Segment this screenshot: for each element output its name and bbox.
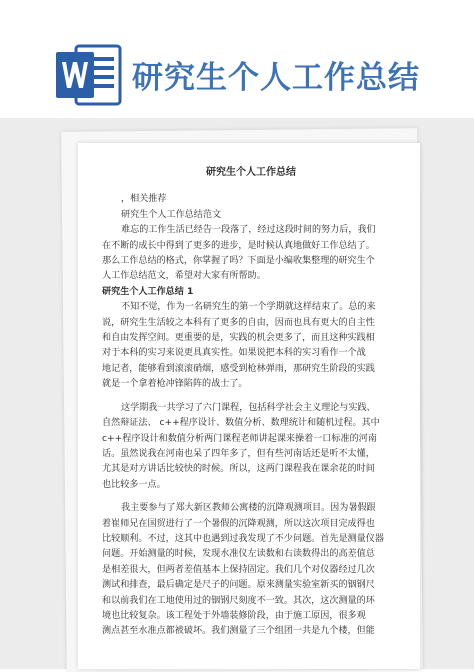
text-line: 在不断的成长中得到了更多的进步，是时候认真地做好工作总结了。 [102,240,375,251]
text-line: 比较顺利。不过，这其中也遇到过我发现了不少问题。首先是测量仪器 [102,533,384,544]
text-line: 也比较多一点。 [102,479,166,490]
text-line: 自然辩证法、 c++程序设计、数值分析、数理统计和随机过程。其中 [102,418,380,429]
text-line: 和以前我们在工地使用过的铟钢尺刻度不一致。其次，这次测量的环 [102,595,375,606]
text-line: 是相差很大，但两者差值基本上保持固定。我们几个对仪器经过几次 [102,564,375,575]
text-line: 尤其是对方讲话比较快的时候。所以，这两门课程我在课余花的时间 [102,464,375,475]
text-line: 境也比较复杂。该工程处于外墙装修阶段，由于施工原因，很多观 [102,610,366,621]
text-line: 话。虽然说我在河南也呆了四年多了，但有些河南话还是听不太懂， [102,448,375,459]
text-line: 和自由发挥空间。更重要的是，实践的机会更多了，而且这种实践相 [102,333,375,344]
paragraph-gap [102,393,400,401]
text-line: 人工作总结范文，希望对大家有所帮助。 [102,271,266,282]
text-line: 测点甚至水准点都被破坏。我们测量了三个组团一共是九个楼，但能 [102,626,375,637]
text-line: 着崔师兄在国贸进行了一个暑假的沉降观测，所以这次项目完成得也 [102,518,375,529]
text-line: c++程序设计和数值分析两门课程老师讲起课来操着一口标准的河南 [102,433,377,444]
section-heading: 研究生个人工作总结 1 [102,286,194,297]
text-line: 测试和排查，最后确定是尺子的问题。原来测量实验室新买的铟钢尺 [102,580,375,591]
text-line: 就是一个拿着枪冲锋陷阵的战士了。 [102,379,248,390]
text-line: 这学期我一共学习了六门课程，包括科学社会主义理论与实践、 [121,402,376,413]
text-line: 那么工作总结的格式，你掌握了吗？下面是小编收集整理的研究生个 [102,256,375,267]
text-line: 研究生个人工作总结范文 [121,209,222,220]
header-banner [0,0,474,118]
text-line: ，相关推荐 [121,194,167,205]
text-line: 不知不觉，作为一名研究生的第一个学期就这样结束了。总的来 [121,302,376,313]
text-line: 对于本科的实习来说更具真实性。如果说把本科的实习看作一个战 [102,348,366,359]
text-line: 说，研究生生活较之本科有了更多的自由，因而也具有更大的自主性 [102,317,375,328]
page-title: 研究生个人工作总结 [132,60,420,96]
document-title: 研究生个人工作总结 [206,167,296,178]
document-page [78,143,420,669]
paragraph-gap [102,493,400,501]
text-line: 地记者，能够看到滚滚硝烟，感受到枪林弹雨，那研究生阶段的实践 [102,363,375,374]
document-body [102,192,400,639]
word-doc-icon [54,44,124,106]
text-line: 问题。开始测量的时候，发现水准仪左读数和右读数得出的高差值总 [102,549,375,560]
text-line: 我主要参与了郑大新区教师公寓楼的沉降观测项目。因为暑假跟 [121,503,376,514]
text-line: 难忘的工作生活已经告一段落了，经过这段时间的努力后，我们 [121,225,376,236]
